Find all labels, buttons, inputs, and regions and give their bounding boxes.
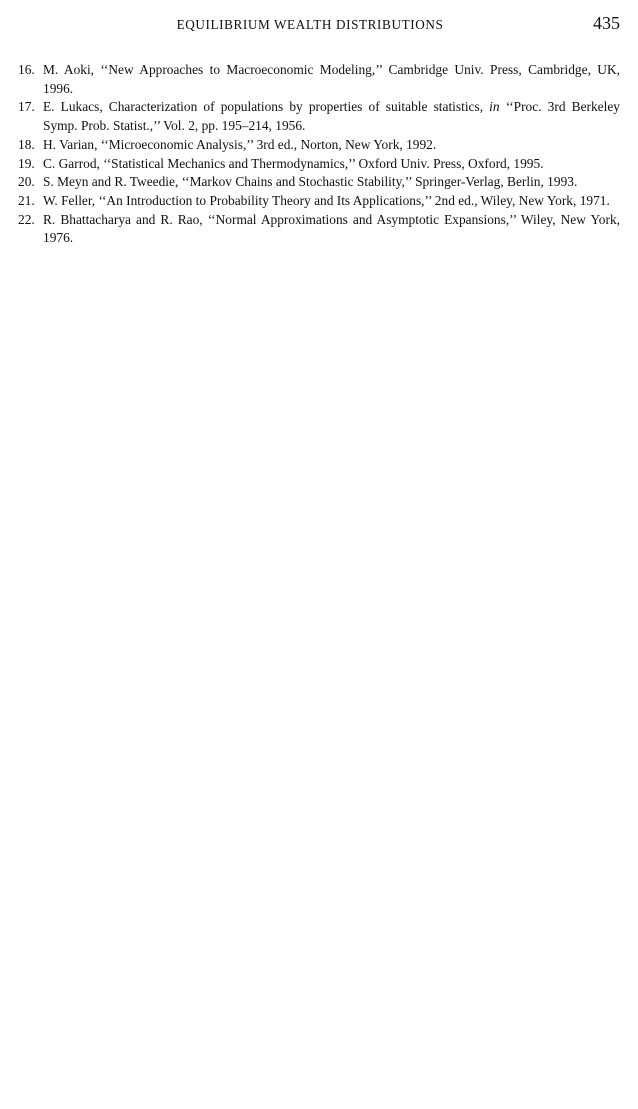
- running-header: [0, 15, 638, 39]
- reference-text: W. Feller, ‘‘An Introduction to Probability Theory and Its Applications,’’ 2nd ed., Wiley, New York, 1971.: [43, 192, 610, 208]
- reference-italic-word: in: [489, 99, 500, 115]
- reference-text: [43, 98, 620, 135]
- reference-item-20: [18, 173, 620, 192]
- reference-text-part: E. Lukacs, Characterization of populations by properties of suitable statistics,: [43, 99, 490, 115]
- reference-text: M. Aoki, ‘‘New Approaches to Macroeconomic Modeling,’’ Cambridge Univ. Press, Cambridge, UK, 1996.: [43, 62, 620, 96]
- reference-item-16: [18, 61, 620, 98]
- reference-item-19: [18, 155, 620, 174]
- reference-number: 16.: [18, 62, 35, 77]
- running-title: EQUILIBRIUM WEALTH DISTRIBUTIONS: [176, 17, 444, 32]
- reference-item-17: [18, 98, 620, 135]
- reference-number: 18.: [18, 136, 35, 152]
- reference-item-22: [18, 211, 620, 248]
- page-number: 435: [593, 13, 620, 33]
- reference-text: C. Garrod, ‘‘Statistical Mechanics and Thermodynamics,’’ Oxford Univ. Press, Oxford, 1995.: [43, 155, 544, 171]
- reference-number: 17.: [18, 99, 35, 115]
- reference-text: H. Varian, ‘‘Microeconomic Analysis,’’ 3rd ed., Norton, New York, 1992.: [43, 136, 437, 152]
- reference-item-21: [18, 192, 620, 211]
- reference-text: S. Meyn and R. Tweedie, ‘‘Markov Chains and Stochastic Stability,’’ Springer-Verlag, Berlin, 1993.: [43, 174, 578, 190]
- reference-text: R. Bhattacharya and R. Rao, ‘‘Normal Approximations and Asymptotic Expansions,’’ Wiley, New York, 1976.: [43, 211, 620, 246]
- reference-number: 22.: [18, 211, 35, 227]
- reference-number: 20.: [18, 174, 35, 190]
- reference-number: 21.: [18, 192, 35, 208]
- reference-number: 19.: [18, 155, 35, 171]
- reference-list: [18, 61, 620, 248]
- reference-text-part: ‘‘Proc. 3rd Berkeley Symp. Prob. Statist.,’’ Vol. 2, pp. 195–214, 1956.: [43, 99, 620, 134]
- reference-item-18: [18, 136, 620, 155]
